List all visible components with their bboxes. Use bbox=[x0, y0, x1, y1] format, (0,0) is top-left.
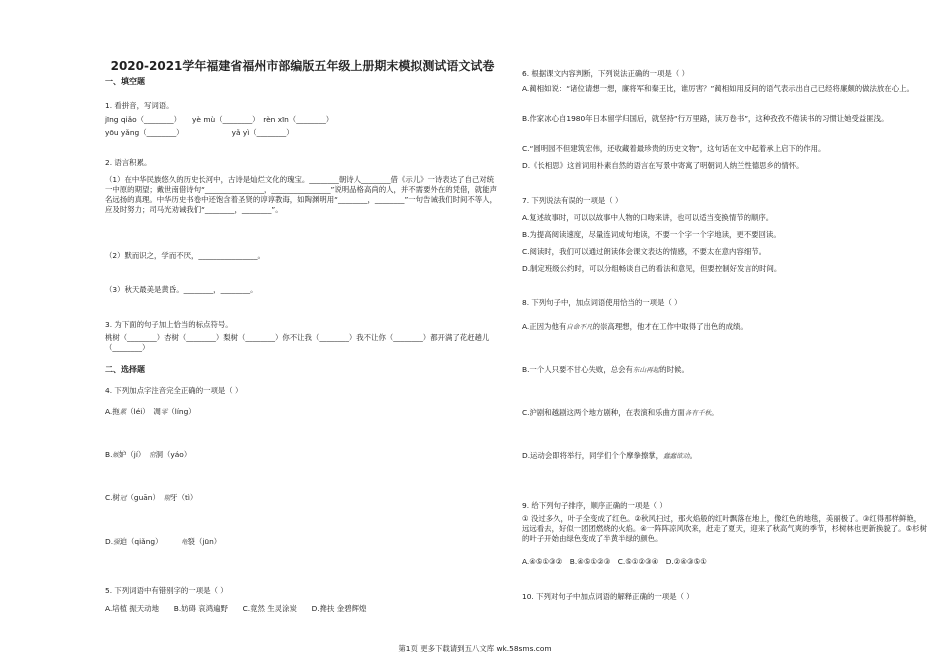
q8-d-dotted-phrase: 蠢蠢欲动 bbox=[663, 452, 690, 460]
q8-option-c[interactable] bbox=[522, 408, 927, 418]
q2-part2: （2）默而识之，学而不厌，________________。 bbox=[105, 251, 265, 260]
q8-a-post: 的崇高理想，他才在工作中取得了出色的成绩。 bbox=[592, 322, 748, 331]
q4-c2-dotted-char: 剔 bbox=[163, 494, 171, 502]
q4-c2-pinyin: 牙（tì） bbox=[170, 493, 198, 502]
q8-option-d[interactable] bbox=[522, 451, 927, 461]
q4-d2-pinyin: 裂（jūn） bbox=[187, 537, 222, 546]
q4-a-prefix: A.拖 bbox=[105, 407, 120, 416]
q4-d-dotted-char: 强 bbox=[113, 538, 120, 546]
q9-options[interactable]: A.④⑤①③② B.④⑤①②③ C.⑤①②③④ D.②④③⑤① bbox=[522, 557, 707, 566]
q8-c-post: 。 bbox=[711, 408, 719, 417]
page-title: 2020-2021学年福建省福州市部编版五年级上册期末模拟测试语文试卷 bbox=[110, 59, 495, 73]
q4-a-pinyin: （léi） bbox=[126, 407, 154, 416]
q5-options[interactable]: A.培植 振天动地 B.妨碍 哀鸿遍野 C.竟然 生灵涂炭 D.搀扶 金碧辉煌 bbox=[105, 604, 367, 613]
q4-c-prefix: C.树 bbox=[105, 493, 120, 502]
q6-option-d[interactable]: D.《长相思》这首词用朴素自然的语言在写景中寄寓了明朝词人纳兰性德思乡的情怀。 bbox=[522, 161, 804, 170]
section-fill-heading: 一、填空题 bbox=[105, 77, 145, 86]
q4-d2-dotted-char: 龟 bbox=[180, 538, 188, 546]
q6-stem: 6. 根据课文内容判断，下列说法正确的一项是（ ） bbox=[522, 69, 689, 78]
q4-c-dotted-char: 冠 bbox=[119, 494, 127, 502]
q2-part1: （1）在中华民族悠久的历史长河中，古诗是灿烂文化的瑰宝。________朝诗人________借《示儿》一诗表达了自己对统一中原的期望；戴世南借诗句“________________，________________”说明品格高尚的人，并不需要外在的凭借，就能声名远扬的真理。中华历史书卷中还饱含着圣贤的谆谆教诲，如陶渊明用“________，________”一句告诫我们时间不等人，应及时努力；司马光劝诫我们“________，________”。 bbox=[105, 175, 497, 214]
q6-option-a[interactable]: A.蔺相如说：“诸位请想一想，廉将军和秦王比，谁厉害？”蔺相如用反问的语气表示出自己已经将廉颇的做法放在心上。 bbox=[522, 84, 914, 93]
q4-a2-char: 凋 bbox=[153, 407, 161, 416]
q4-a2-pinyin: （líng） bbox=[167, 407, 196, 416]
q4-c-pinyin: （guān） bbox=[126, 493, 157, 502]
q7-option-d[interactable]: D.制定班级公约时，可以分组畅谈自己的看法和意见，但要控制好发言的时间。 bbox=[522, 264, 782, 273]
q4-option-a[interactable] bbox=[105, 407, 500, 417]
q8-c-dotted-phrase: 各有千秋 bbox=[684, 409, 712, 417]
q6-option-b[interactable]: B.作家冰心自1980年日本留学归国后，就坚持“行万里路，读万卷书”，这种孜孜不倦读书的习惯让她受益匪浅。 bbox=[522, 114, 889, 123]
q4-a-dotted-char: 累 bbox=[119, 408, 127, 416]
q8-b-pre: B.一个人只要不甘心失败，总会有 bbox=[522, 365, 633, 374]
q2-part3: （3）秋天最美是黄昏。________，________。 bbox=[105, 285, 258, 294]
q9-stem: 9. 给下列句子排序，顺序正确的一项是（ ） bbox=[522, 501, 667, 510]
q6-option-c[interactable]: C.“圆明园不但建筑宏伟，还收藏着最珍贵的历史文物”，这句话在文中起着承上启下的作用。 bbox=[522, 144, 826, 153]
q8-a-dotted-phrase: 自命不凡 bbox=[566, 323, 593, 331]
q1-row1: jīng qiǎo（________） yè mù（________） rèn xīn（________） bbox=[105, 115, 334, 124]
section-choice-heading: 二、选择题 bbox=[105, 365, 145, 374]
q4-stem: 4. 下列加点字注音完全正确的一项是（ ） bbox=[105, 386, 243, 395]
q4-b-dotted-char: 嫉 bbox=[112, 451, 120, 459]
q8-b-post: 的时候。 bbox=[659, 365, 689, 374]
q8-a-pre: A.正因为他有 bbox=[522, 322, 567, 331]
page-footer: 第1页 更多下载请到五八文库 wk.58sms.com bbox=[398, 644, 552, 653]
q4-option-c[interactable] bbox=[105, 493, 500, 503]
q4-a2-dotted-char: 零 bbox=[160, 408, 168, 416]
q2-stem: 2. 语言积累。 bbox=[105, 158, 152, 167]
q8-stem: 8. 下列句子中，加点词语使用恰当的一项是（ ） bbox=[522, 298, 682, 307]
q3-text: 桃树（________）杏树（________）梨树（________）你不让我（________）我不让你（________）都开满了花赶趟儿（________） bbox=[105, 333, 490, 352]
q4-b-prefix: B. bbox=[105, 450, 113, 459]
q3-stem: 3. 为下面的句子加上恰当的标点符号。 bbox=[105, 320, 233, 329]
q4-b2-pinyin: 洞（yáo） bbox=[155, 450, 192, 459]
q8-c-pre: C.沪剧和越剧这两个地方剧种，在表演和乐曲方面 bbox=[522, 408, 685, 417]
q7-option-c[interactable]: C.阅读时，我们可以通过朗读体会课文表达的情感，不要太在意内容细节。 bbox=[522, 247, 767, 256]
q1-row2: yōu yǎng（________） yǎ yì（________） bbox=[105, 128, 294, 137]
q4-option-d[interactable] bbox=[105, 537, 500, 547]
q8-d-pre: D.运动会即将举行，同学们个个摩拳擦掌， bbox=[522, 451, 664, 460]
q4-b-pinyin: 妒（jí） bbox=[119, 450, 142, 459]
q4-d-prefix: D. bbox=[105, 537, 114, 546]
q7-option-b[interactable]: B.为提高阅读速度，尽量连词成句地读，不要一个字一个字地读，更不要回读。 bbox=[522, 230, 781, 239]
q8-option-a[interactable] bbox=[522, 322, 927, 332]
q4-b2-dotted-char: 窑 bbox=[149, 451, 156, 459]
q7-stem: 7. 下列说法有误的一项是（ ） bbox=[522, 196, 623, 205]
q8-d-post: 。 bbox=[689, 451, 697, 460]
q1-stem: 1. 看拼音，写词语。 bbox=[105, 101, 174, 110]
q8-b-dotted-phrase: 东山再起 bbox=[632, 366, 660, 374]
q8-option-b[interactable] bbox=[522, 365, 927, 375]
q5-stem: 5. 下列词语中有错别字的一项是（ ） bbox=[105, 586, 228, 595]
q4-option-b[interactable] bbox=[105, 450, 500, 460]
q7-option-a[interactable]: A.复述故事时，可以以故事中人物的口吻来讲，也可以适当变换情节的顺序。 bbox=[522, 213, 774, 222]
q9-passage: ① 没过多久，叶子全变成了红色。②秋风扫过，那火焰般的红叶飘落在地上，像红色的地毯，美丽极了。③红得那样鲜艳，远远看去，好似一团团燃烧的火焰。④一阵阵凉风吹来，赶走了夏天，迎来了秋高气爽的季节，杉树林也更新换貌了。⑤杉树的叶子开始由绿色变成了半黄半绿的颜色。 bbox=[522, 514, 927, 543]
q10-stem: 10. 下列对句子中加点词语的解释正确的一项是（ ） bbox=[522, 592, 694, 601]
q4-d-pinyin: 迫（qiǎng） bbox=[119, 537, 159, 546]
